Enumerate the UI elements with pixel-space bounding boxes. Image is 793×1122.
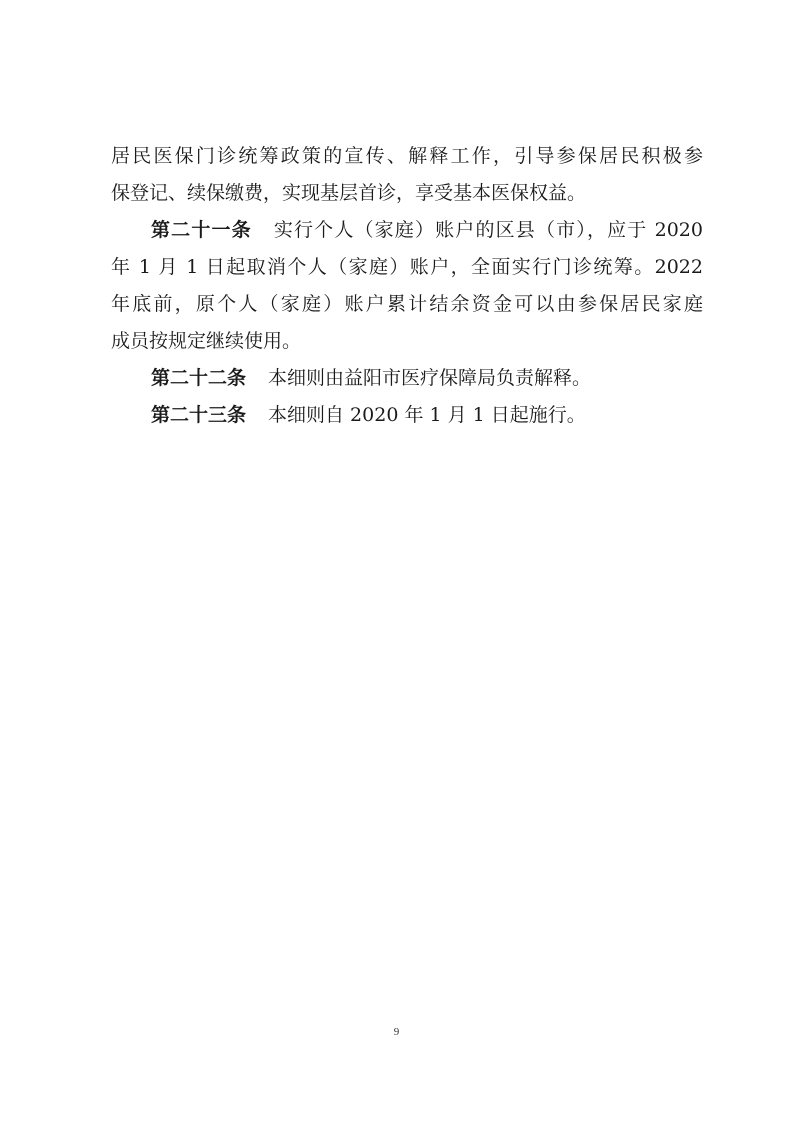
article-21-line-1 bbox=[111, 212, 703, 249]
article-21-line-2: 年 1 月 1 日起取消个人（家庭）账户，全面实行门诊统筹。2022 bbox=[111, 256, 703, 278]
document-body bbox=[111, 138, 703, 434]
page-number: 9 bbox=[393, 1026, 400, 1038]
paragraph-1-line-1: 居民医保门诊统筹政策的宣传、解释工作，引导参保居民积极参 bbox=[111, 145, 703, 167]
article-21-line-4: 成员按规定继续使用。 bbox=[111, 330, 302, 352]
article-23-title: 第二十三条 bbox=[151, 404, 247, 426]
article-23-text: 本细则自 2020 年 1 月 1 日起施行。 bbox=[268, 404, 586, 426]
article-21-text-1: 实行个人（家庭）账户的区县（市），应于 2020 bbox=[273, 219, 703, 241]
article-23 bbox=[111, 397, 703, 434]
article-21-title: 第二十一条 bbox=[151, 219, 252, 241]
article-22-title: 第二十二条 bbox=[151, 367, 247, 389]
article-21-line-3: 年底前，原个人（家庭）账户累计结余资金可以由参保居民家庭 bbox=[111, 293, 703, 315]
paragraph-1-line-2: 保登记、续保缴费，实现基层首诊，享受基本医保权益。 bbox=[111, 182, 587, 204]
article-22 bbox=[111, 360, 703, 397]
article-22-text: 本细则由益阳市医疗保障局负责解释。 bbox=[268, 367, 592, 389]
